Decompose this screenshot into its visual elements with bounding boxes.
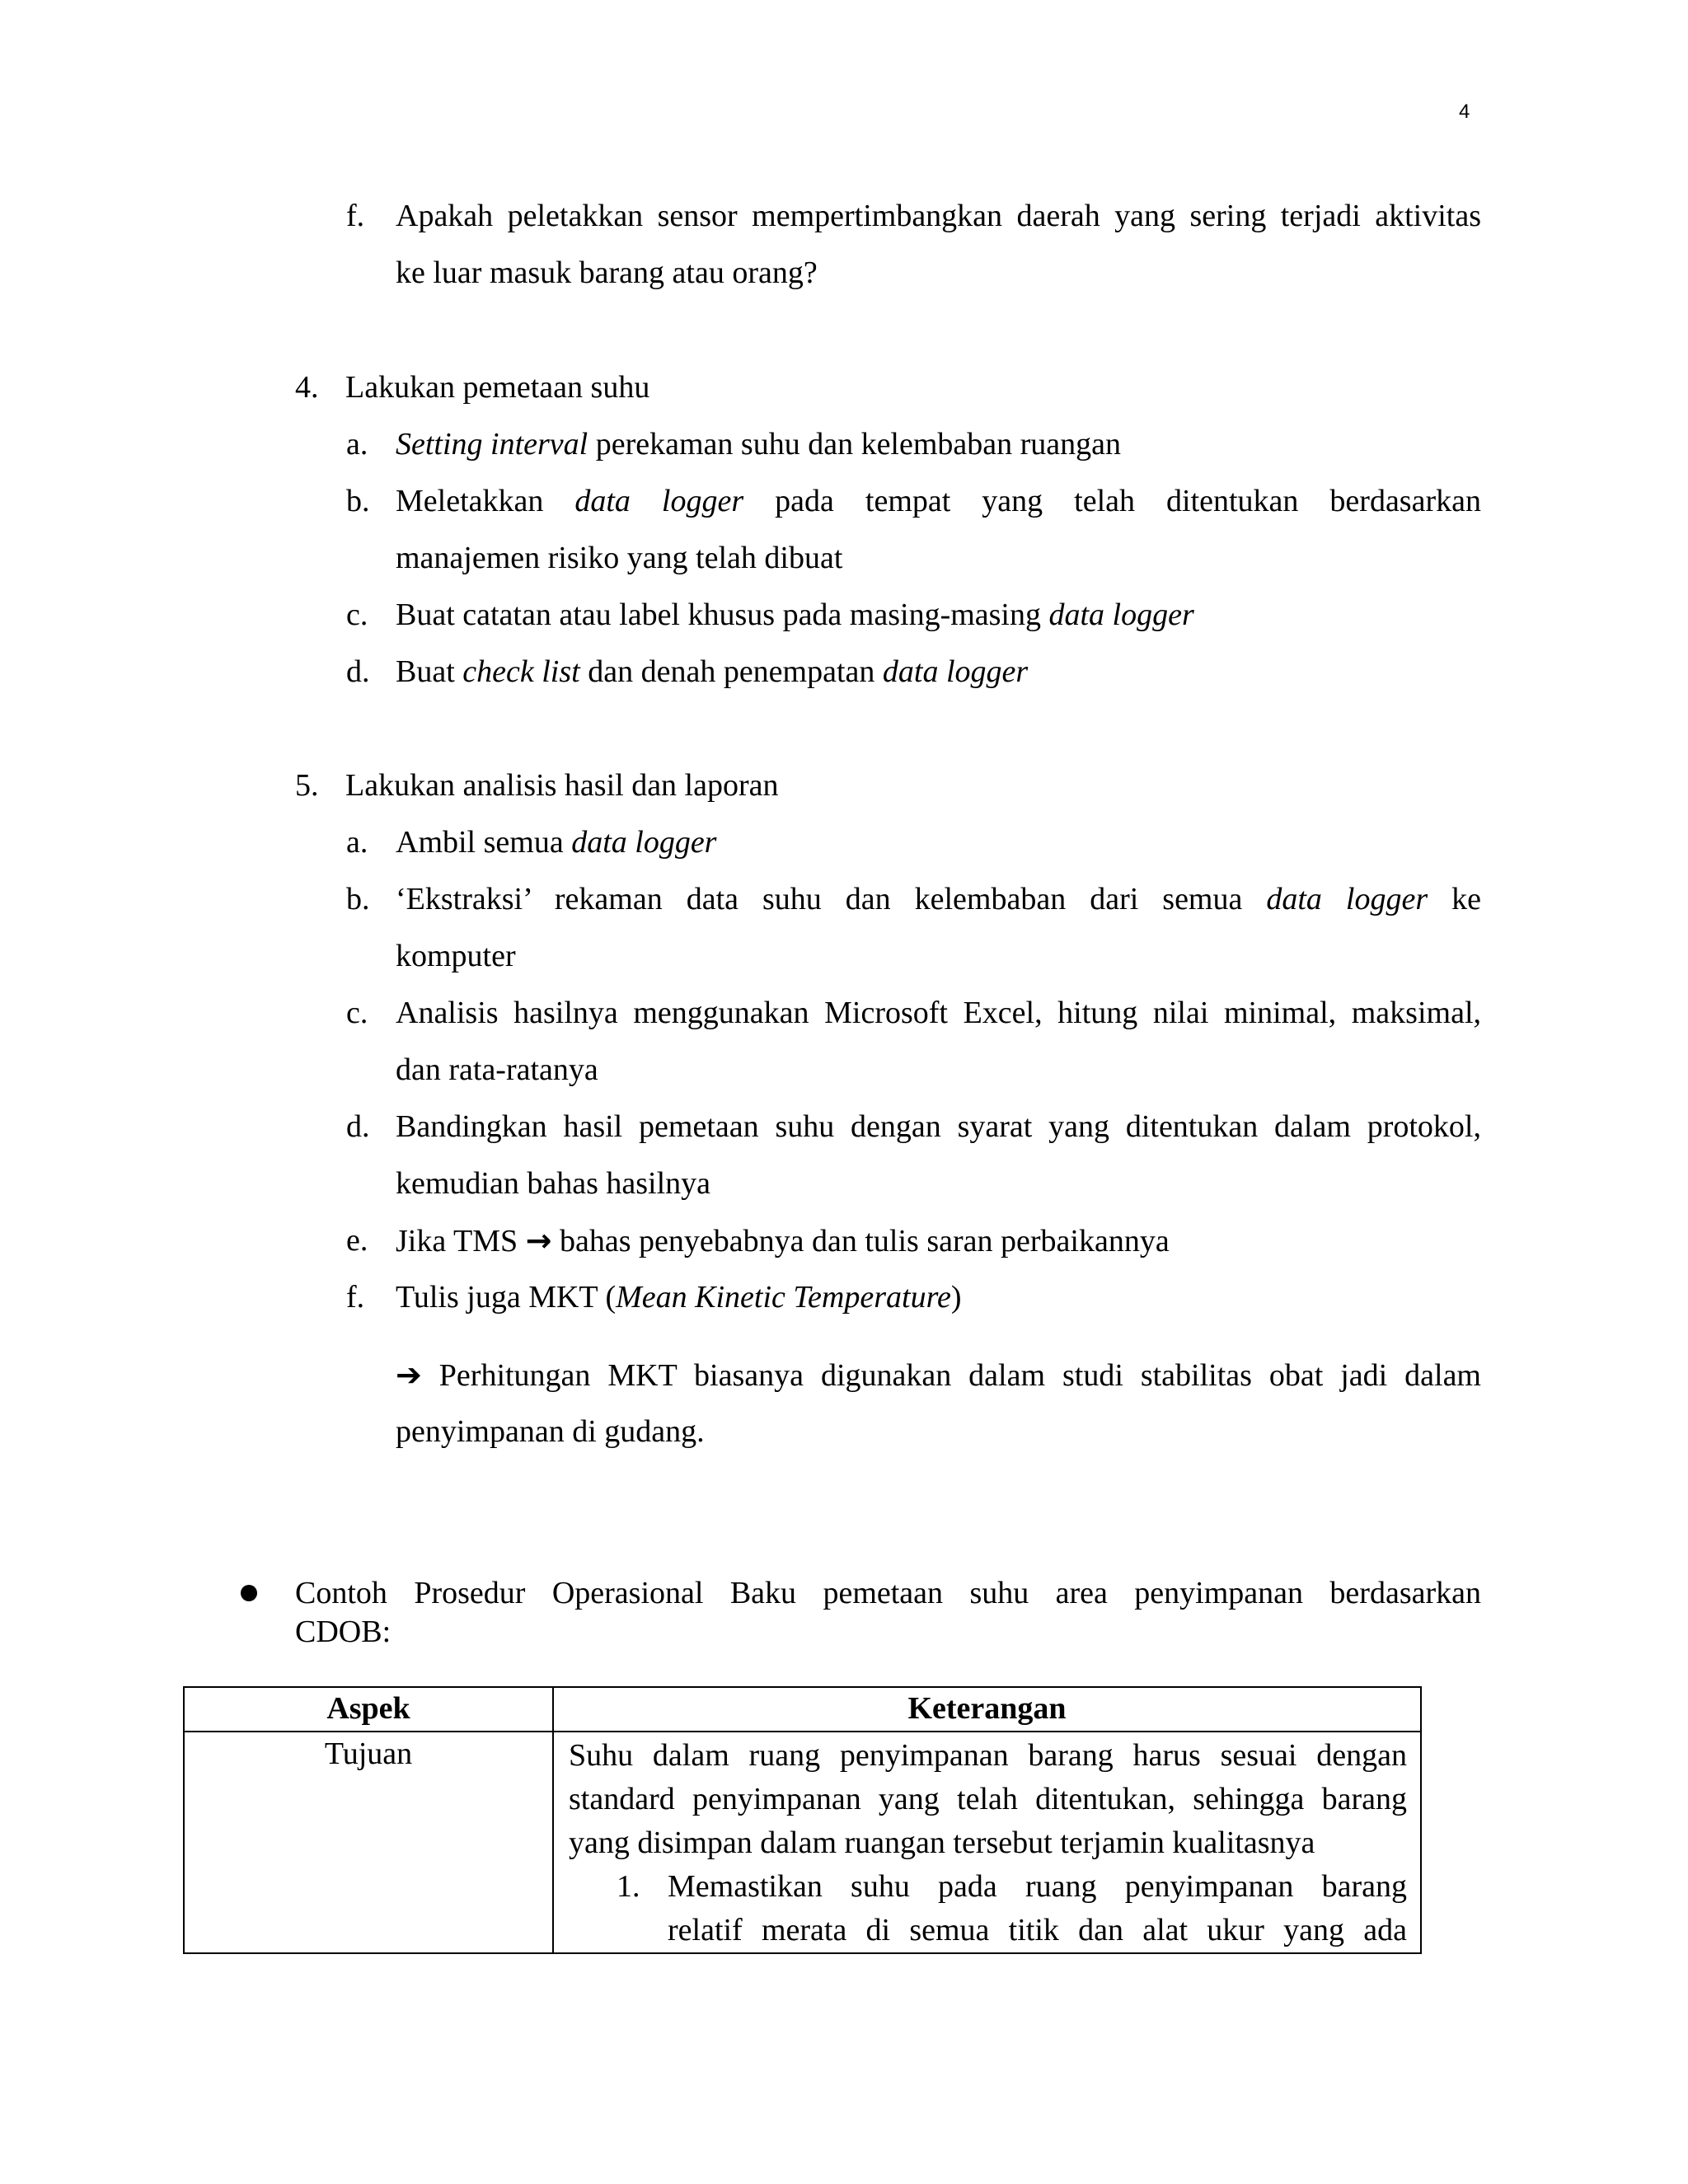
section5-b-line2: komputer — [396, 939, 516, 973]
item-3f-marker: f. — [346, 199, 365, 233]
section5-a-marker: a. — [346, 825, 368, 860]
table-header-aspek: Aspek — [184, 1687, 553, 1732]
bullet-icon — [241, 1585, 257, 1601]
table-cell-description — [553, 1732, 1421, 1953]
arrow-right-icon: → — [525, 1222, 552, 1258]
purpose-list-line1: Memastikan suhu pada ruang penyimpanan barang — [668, 1869, 1407, 1904]
section4-b-marker: b. — [346, 484, 370, 518]
section4-a-text: Setting interval perekaman suhu dan kelembaban ruangan — [396, 427, 1122, 462]
page-number: 4 — [1459, 101, 1470, 123]
section5-b-marker: b. — [346, 882, 370, 916]
section5-d-line1: Bandingkan hasil pemetaan suhu dengan syarat yang ditentukan dalam protokol, — [396, 1109, 1481, 1144]
item-3f-line2: ke luar masuk barang atau orang? — [396, 255, 818, 290]
item-3f-line1: Apakah peletakkan sensor mempertimbangkan daerah yang sering terjadi aktivitas — [396, 199, 1481, 233]
description-line: yang disimpan dalam ruangan tersebut terjamin kualitasnya — [569, 1825, 1315, 1860]
section5-c-marker: c. — [346, 996, 368, 1030]
section5-e-text: Jika TMS → bahas penyebabnya dan tulis saran perbaikannya — [396, 1222, 1170, 1258]
section5-d-line2: kemudian bahas hasilnya — [396, 1166, 711, 1201]
arrow-right-icon: ➔ — [396, 1357, 422, 1393]
bullet-item-line1: Contoh Prosedur Operasional Baku pemetaan suhu area penyimpanan berdasarkan — [295, 1576, 1481, 1610]
purpose-list-number: 1. — [617, 1869, 640, 1904]
section5-e-marker: e. — [346, 1223, 368, 1258]
table-header-keterangan: Keterangan — [553, 1687, 1421, 1732]
section4-d-text: Buat check list dan denah penempatan data logger — [396, 654, 1029, 689]
bullet-item-line2: CDOB: — [295, 1615, 392, 1649]
section4-a-marker: a. — [346, 427, 368, 462]
description-line: Suhu dalam ruang penyimpanan barang harus sesuai dengan — [569, 1738, 1407, 1773]
section4-b-line2: manajemen risiko yang telah dibuat — [396, 541, 843, 575]
section4-number: 4. — [295, 370, 319, 405]
purpose-list-line2: relatif merata di semua titik dan alat ukur yang ada — [668, 1913, 1407, 1947]
section5-title: Lakukan analisis hasil dan laporan — [345, 768, 779, 803]
mkt-note-line2: penyimpanan di gudang. — [396, 1414, 705, 1449]
section5-f-marker: f. — [346, 1280, 365, 1315]
mkt-note-line1: ➔ Perhitungan MKT biasanya digunakan dalam studi stabilitas obat jadi dalam — [396, 1357, 1481, 1393]
section4-d-marker: d. — [346, 654, 370, 689]
description-line: standard penyimpanan yang telah ditentukan, sehingga barang — [569, 1782, 1407, 1816]
section4-b-line1: Meletakkan data logger pada tempat yang telah ditentukan berdasarkan — [396, 484, 1481, 518]
section4-c-marker: c. — [346, 598, 368, 632]
table-row — [184, 1732, 1421, 1953]
section5-f-text: Tulis juga MKT (Mean Kinetic Temperature) — [396, 1280, 962, 1315]
purpose-list-item — [569, 1865, 1407, 1952]
section5-c-line1: Analisis hasilnya menggunakan Microsoft Excel, hitung nilai minimal, maksimal, — [396, 996, 1481, 1030]
sop-table — [183, 1686, 1422, 1954]
section5-a-text: Ambil semua data logger — [396, 825, 717, 860]
section4-title: Lakukan pemetaan suhu — [345, 370, 650, 405]
section5-number: 5. — [295, 768, 319, 803]
section5-b-line1: ‘Ekstraksi’ rekaman data suhu dan kelembaban dari semua data logger ke — [396, 882, 1481, 916]
table-header-row — [184, 1687, 1421, 1732]
section4-c-text: Buat catatan atau label khusus pada masing-masing data logger — [396, 598, 1194, 632]
table-cell-aspect: Tujuan — [184, 1732, 553, 1953]
section5-d-marker: d. — [346, 1109, 370, 1144]
section5-c-line2: dan rata-ratanya — [396, 1052, 598, 1087]
